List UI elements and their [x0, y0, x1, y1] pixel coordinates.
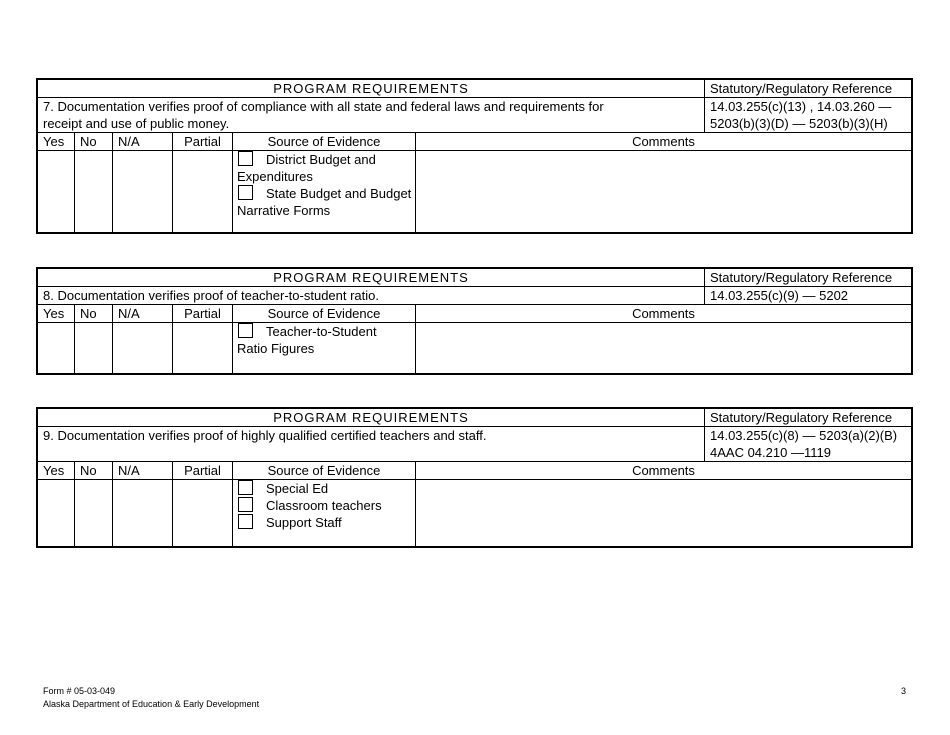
checkbox[interactable]: [238, 151, 253, 166]
requirement-description: 8. Documentation verifies proof of teacher-to-student ratio.: [38, 287, 705, 304]
checkbox[interactable]: [238, 185, 253, 200]
col-yes: Yes: [38, 133, 75, 150]
col-source: Source of Evidence: [233, 133, 416, 150]
col-source: Source of Evidence: [233, 462, 416, 479]
program-requirements-header: PROGRAM REQUIREMENTS: [38, 80, 705, 97]
checkbox[interactable]: [238, 514, 253, 529]
col-na: N/A: [113, 462, 173, 479]
header-row: [38, 269, 911, 287]
col-comments: Comments: [632, 306, 695, 321]
response-row: [38, 480, 911, 546]
evidence-item: [237, 323, 411, 340]
na-cell[interactable]: [113, 480, 173, 546]
partial-cell[interactable]: [173, 151, 233, 232]
evidence-label: Special Ed: [266, 481, 329, 496]
description-row: [38, 98, 911, 133]
col-no: No: [75, 305, 113, 322]
evidence-item: [237, 480, 411, 497]
requirement-description: [38, 98, 705, 132]
col-yes: Yes: [38, 305, 75, 322]
yes-cell[interactable]: [38, 480, 75, 546]
col-no: No: [75, 462, 113, 479]
reference-header: Statutory/Regulatory Reference: [710, 270, 893, 285]
requirement-description: 9. Documentation verifies proof of highly qualified certified teachers and staff.: [38, 427, 705, 461]
evidence-list: [233, 151, 416, 232]
evidence-label: Teacher-to-Student: [266, 324, 377, 339]
col-no: No: [75, 133, 113, 150]
evidence-label: District Budget and: [266, 152, 376, 167]
col-na: N/A: [113, 133, 173, 150]
evidence-item: [237, 151, 411, 168]
reference-line: 14.03.255(c)(13) , 14.03.260 —: [710, 99, 892, 114]
requirement-table-9: [36, 407, 913, 548]
checkbox[interactable]: [238, 323, 253, 338]
evidence-label-cont: Narrative Forms: [237, 203, 331, 218]
response-row: [38, 151, 911, 232]
evidence-label-cont: Expenditures: [237, 169, 313, 184]
partial-cell[interactable]: [173, 480, 233, 546]
evidence-label-cont: Ratio Figures: [237, 341, 315, 356]
reference-value: [705, 427, 911, 461]
col-yes: Yes: [38, 462, 75, 479]
form-number: Form # 05-03-049: [43, 686, 116, 696]
checkbox[interactable]: [238, 480, 253, 495]
requirement-table-7: [36, 78, 913, 234]
comments-cell[interactable]: [416, 480, 911, 546]
description-row: [38, 287, 911, 305]
reference-value: [705, 98, 911, 132]
col-comments: Comments: [632, 134, 695, 149]
column-header-row: [38, 133, 911, 151]
evidence-label: Support Staff: [266, 515, 342, 530]
page-number: 3: [901, 686, 907, 696]
comments-cell[interactable]: [416, 323, 911, 373]
department-name: Alaska Department of Education & Early Development: [43, 699, 260, 709]
column-header-row: [38, 462, 911, 480]
column-header-row: [38, 305, 911, 323]
description-line: receipt and use of public money.: [43, 116, 230, 131]
reference-header: Statutory/Regulatory Reference: [710, 81, 893, 96]
evidence-list: [233, 480, 416, 546]
na-cell[interactable]: [113, 323, 173, 373]
response-row: [38, 323, 911, 373]
col-partial: Partial: [173, 305, 233, 322]
header-row: [38, 80, 911, 98]
partial-cell[interactable]: [173, 323, 233, 373]
evidence-list: [233, 323, 416, 373]
no-cell[interactable]: [75, 323, 113, 373]
yes-cell[interactable]: [38, 323, 75, 373]
requirement-table-8: [36, 267, 913, 375]
description-row: [38, 427, 911, 462]
header-row: [38, 409, 911, 427]
reference-line: 14.03.255(c)(8) — 5203(a)(2)(B): [710, 428, 898, 443]
reference-line: 4AAC 04.210 —1119: [710, 445, 831, 460]
comments-cell[interactable]: [416, 151, 911, 232]
col-partial: Partial: [173, 133, 233, 150]
evidence-item: [237, 514, 411, 531]
description-line: 7. Documentation verifies proof of compliance with all state and federal laws and requirements for: [43, 99, 604, 114]
evidence-item: [237, 497, 411, 514]
program-requirements-header: PROGRAM REQUIREMENTS: [38, 409, 705, 426]
evidence-item: [237, 185, 411, 202]
reference-value: 14.03.255(c)(9) — 5202: [710, 288, 849, 303]
evidence-label: State Budget and Budget: [266, 186, 412, 201]
evidence-label: Classroom teachers: [266, 498, 382, 513]
reference-header: Statutory/Regulatory Reference: [710, 410, 893, 425]
col-source: Source of Evidence: [233, 305, 416, 322]
checkbox[interactable]: [238, 497, 253, 512]
na-cell[interactable]: [113, 151, 173, 232]
program-requirements-header: PROGRAM REQUIREMENTS: [38, 269, 705, 286]
no-cell[interactable]: [75, 151, 113, 232]
reference-line: 5203(b)(3)(D) — 5203(b)(3)(H): [710, 116, 888, 131]
col-comments: Comments: [632, 463, 695, 478]
col-partial: Partial: [173, 462, 233, 479]
col-na: N/A: [113, 305, 173, 322]
no-cell[interactable]: [75, 480, 113, 546]
yes-cell[interactable]: [38, 151, 75, 232]
